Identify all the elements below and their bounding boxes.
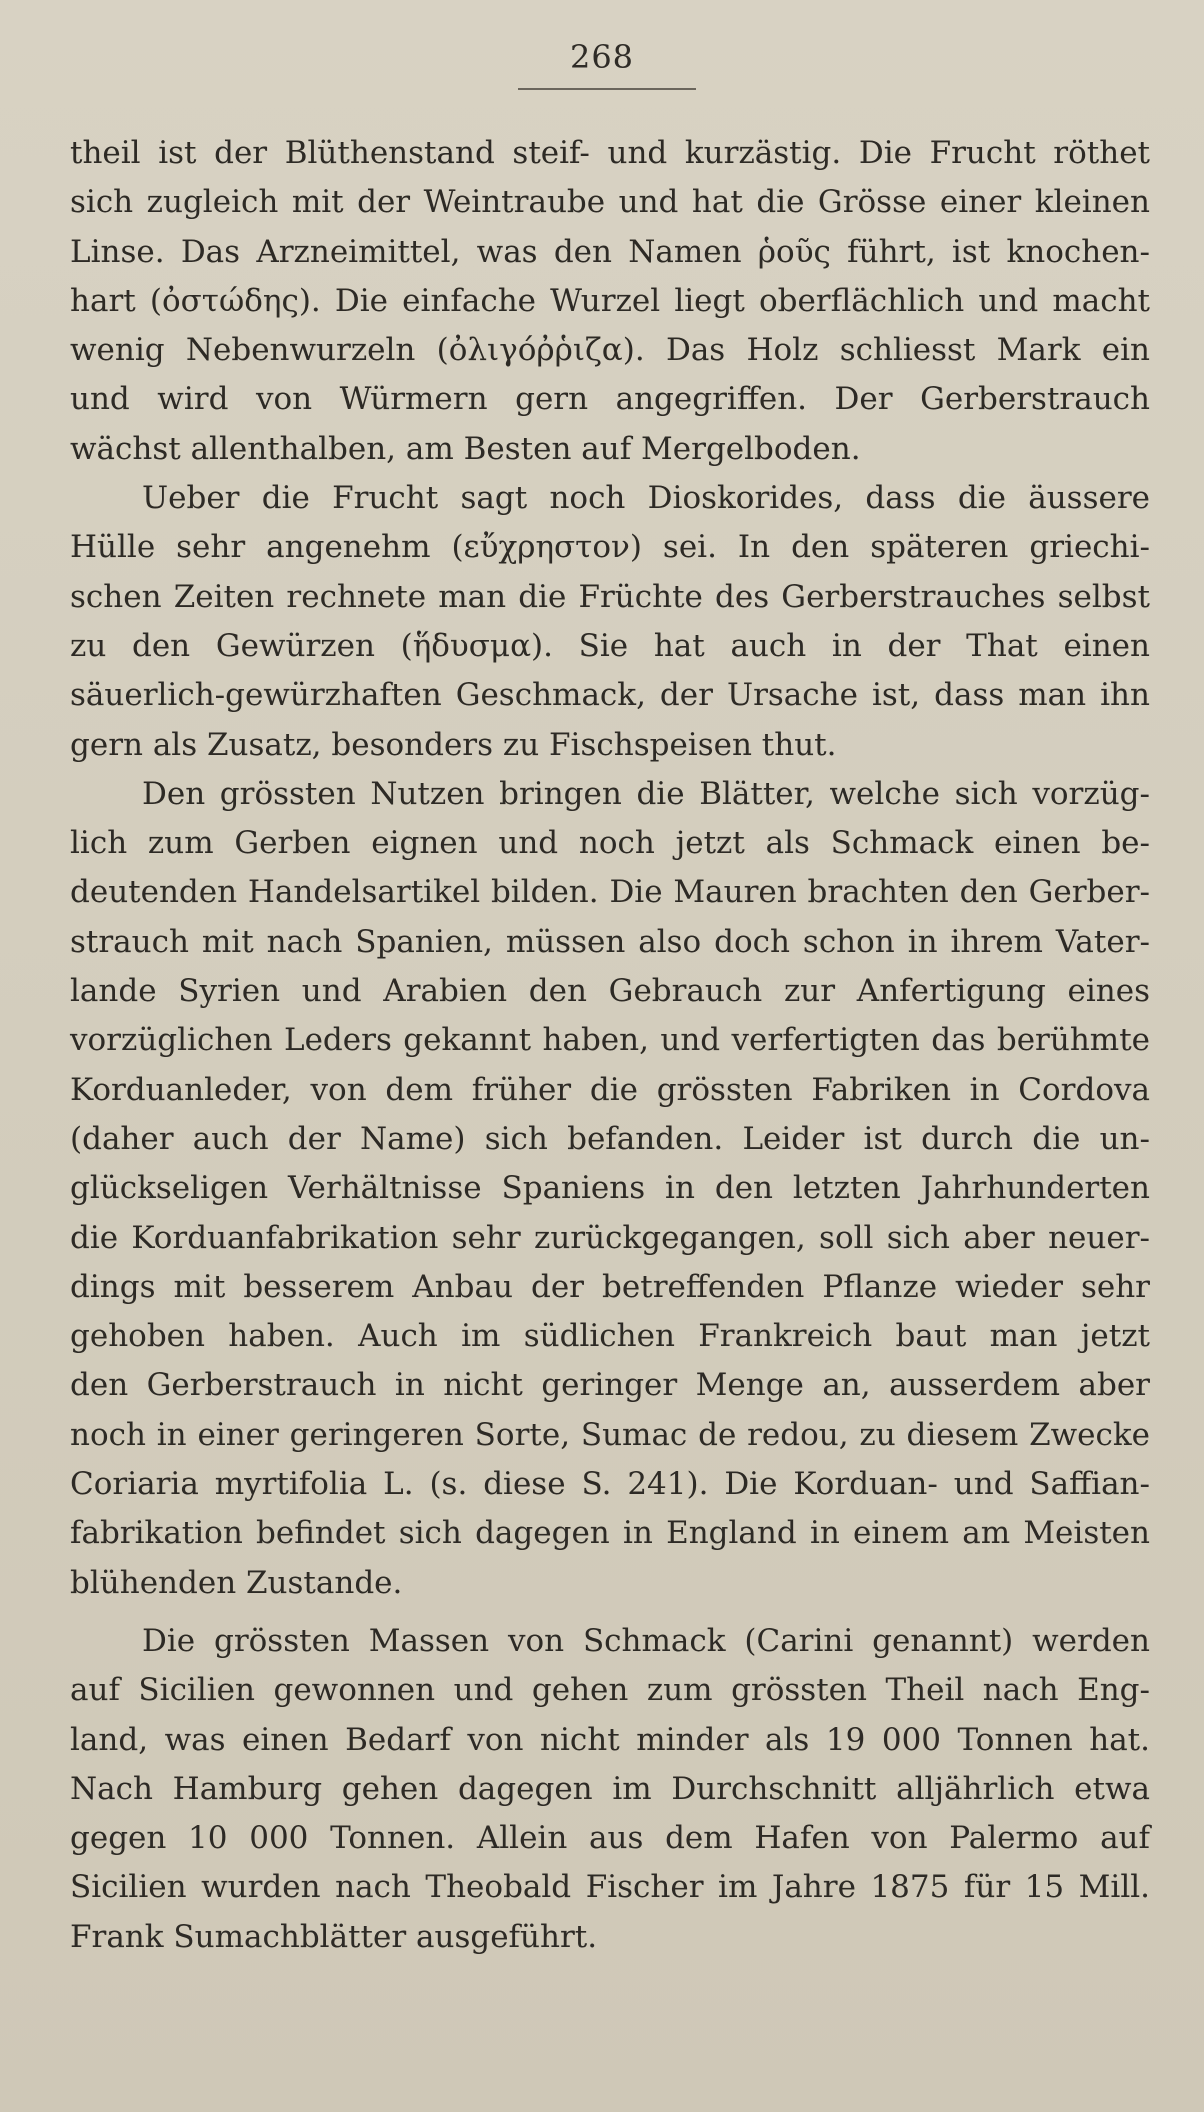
paragraph xyxy=(70,770,1150,1608)
text-line: glückseligen Verhältnisse Spaniens in den letzten Jahrhunderten xyxy=(70,1170,1150,1207)
text-line: säuerlich-gewürzhaften Geschmack, der Ursache ist, dass man ihn xyxy=(70,677,1150,714)
text-line: Den grössten Nutzen bringen die Blätter, welche sich vorzüg- xyxy=(142,775,1150,812)
text-line: gehoben haben. Auch im südlichen Frankreich baut man jetzt xyxy=(70,1318,1150,1355)
text-line: noch in einer geringeren Sorte, Sumac de redou, zu diesem Zwecke xyxy=(70,1416,1150,1453)
text-line: blühenden Zustande. xyxy=(70,1564,403,1601)
text-line: Nach Hamburg gehen dagegen im Durchschnitt alljährlich etwa xyxy=(70,1770,1150,1807)
text-line: strauch mit nach Spanien, müssen also doch schon in ihrem Vater- xyxy=(70,923,1150,960)
text-line: theil ist der Blüthenstand steif- und kurzästig. Die Frucht röthet xyxy=(70,135,1150,171)
text-line: dings mit besserem Anbau der betreffenden Pflanze wieder sehr xyxy=(70,1268,1150,1305)
text-line: gern als Zusatz, besonders zu Fischspeisen thut. xyxy=(70,726,837,763)
text-line: hart (ὀστώδης). Die einfache Wurzel liegt oberflächlich und macht xyxy=(70,282,1150,319)
text-line: fabrikation befindet sich dagegen in England in einem am Meisten xyxy=(70,1515,1150,1552)
text-line: Linse. Das Arzneimittel, was den Namen ῥοῦς führt, ist knochen- xyxy=(70,233,1150,270)
text-line: auf Sicilien gewonnen und gehen zum grössten Theil nach Eng- xyxy=(70,1672,1150,1709)
paragraph xyxy=(70,474,1150,770)
text-line: Hülle sehr angenehm (εὔχρηστον) sei. In den späteren griechi- xyxy=(70,529,1150,566)
text-line: lande Syrien und Arabien den Gebrauch zur Anfertigung eines xyxy=(70,973,1150,1010)
paragraph xyxy=(70,129,1150,474)
text-line: die Korduanfabrikation sehr zurückgegangen, soll sich aber neuer- xyxy=(70,1219,1150,1256)
text-line: wächst allenthalben, am Besten auf Mergelboden. xyxy=(70,430,861,467)
text-line: Coriaria myrtifolia L. (s. diese S. 241). Die Korduan- und Saffian- xyxy=(70,1466,1150,1503)
text-line: gegen 10 000 Tonnen. Allein aus dem Hafen von Palermo auf xyxy=(70,1820,1150,1857)
text-line: zu den Gewürzen (ἥδυσμα). Sie hat auch in der That einen xyxy=(70,627,1150,664)
text-line: Frank Sumachblätter ausgeführt. xyxy=(70,1918,598,1955)
text-line: lich zum Gerben eignen und noch jetzt als Schmack einen be- xyxy=(70,825,1150,862)
text-line: Die grössten Massen von Schmack (Carini genannt) werden xyxy=(142,1622,1150,1659)
text-line: wenig Nebenwurzeln (ὀλιγόῤῥιζα). Das Holz schliesst Mark ein xyxy=(70,332,1150,369)
text-line: vorzüglichen Leders gekannt haben, und verfertigten das berühmte xyxy=(70,1022,1150,1059)
text-line: den Gerberstrauch in nicht geringer Menge an, ausserdem aber xyxy=(70,1367,1150,1404)
text-line: sich zugleich mit der Weintraube und hat die Grösse einer kleinen xyxy=(70,184,1150,221)
page-number: 268 xyxy=(569,38,635,76)
text-line: Sicilien wurden nach Theobald Fischer im Jahre 1875 für 15 Mill. xyxy=(70,1869,1150,1906)
paragraph xyxy=(70,1617,1150,1962)
text-line: Ueber die Frucht sagt noch Dioskorides, dass die äussere xyxy=(142,480,1150,517)
text-line: schen Zeiten rechnete man die Früchte des Gerberstrauches selbst xyxy=(70,578,1150,615)
header-rule xyxy=(518,88,696,90)
text-line: deutenden Handelsartikel bilden. Die Mauren brachten den Gerber- xyxy=(70,874,1150,911)
text-line: Korduanleder, von dem früher die grössten Fabriken in Cordova xyxy=(70,1071,1150,1108)
text-line: und wird von Würmern gern angegriffen. Der Gerberstrauch xyxy=(70,381,1150,418)
paragraph-spacer xyxy=(70,1608,1150,1617)
text-line: land, was einen Bedarf von nicht minder als 19 000 Tonnen hat. xyxy=(70,1721,1150,1758)
body-text xyxy=(70,129,1150,1962)
text-line: (daher auch der Name) sich befanden. Leider ist durch die un- xyxy=(70,1120,1150,1157)
